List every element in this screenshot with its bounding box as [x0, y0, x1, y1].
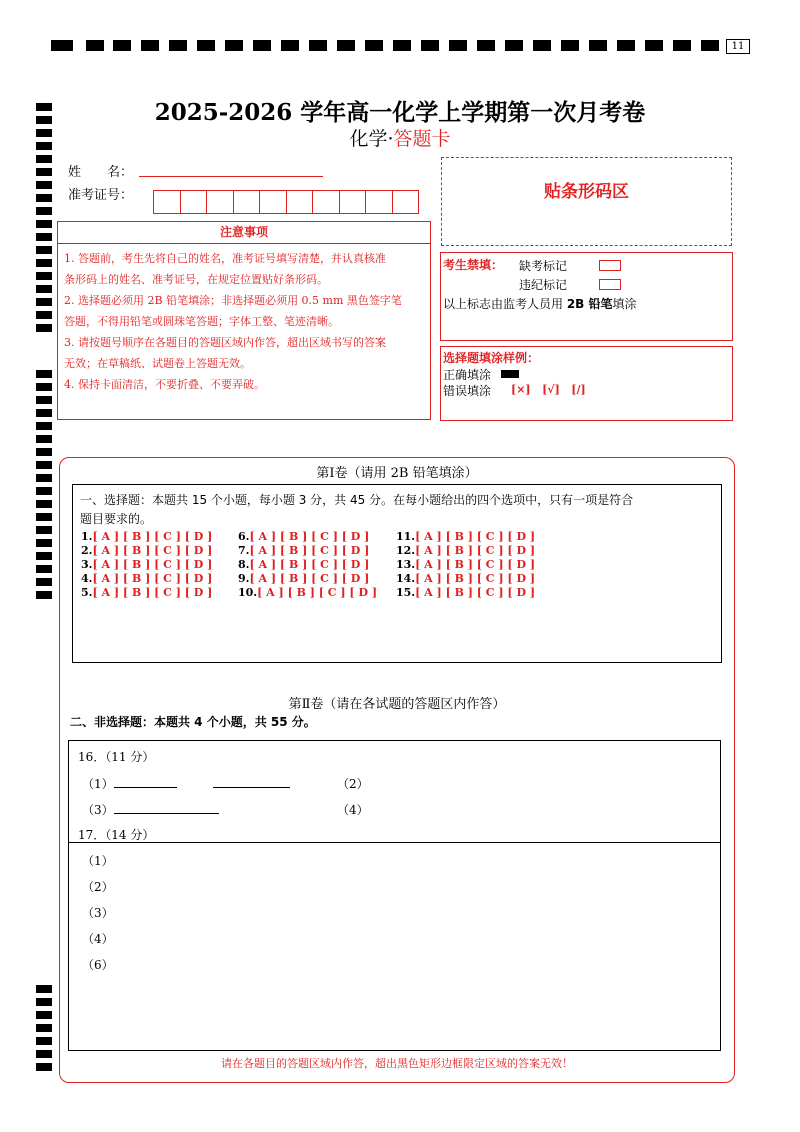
name-label: 姓 名： [68, 165, 134, 180]
notice-line: 2. 选择题必须用 2B 铅笔填涂；非选择题必须用 0.5 mm 黑色签字笔 [64, 294, 402, 307]
correct-fill-sample [501, 370, 519, 378]
notice-line: 答题，不得用铅笔或圆珠笔答题；字体工整、笔迹清晰。 [64, 315, 339, 328]
q16-blank-3[interactable] [114, 813, 219, 814]
page-subtitle [100, 124, 700, 151]
q17-part-4: （4） [82, 932, 114, 946]
mcq-question[interactable]: 3.[ A ] [ B ] [ C ] [ D ] [81, 558, 213, 571]
forbidden-title: 考生禁填： [443, 258, 504, 272]
mcq-question[interactable]: 10.[ A ] [ B ] [ C ] [ D ] [238, 586, 378, 599]
mcq-description: 一、选择题：本题共 15 个小题，每小题 3 分，共 45 分。在每小题给出的四个选项中，只有一项是符合 题目要求的。 [80, 493, 634, 526]
mcq-question[interactable]: 8.[ A ] [ B ] [ C ] [ D ] [238, 558, 370, 571]
notice-line: 4. 保持卡面清洁，不要折叠、不要弄破。 [64, 378, 265, 391]
q17-part-2: （2） [82, 880, 114, 894]
mcq-question[interactable]: 14.[ A ] [ B ] [ C ] [ D ] [396, 572, 536, 585]
notice-line: 无效；在草稿纸、试题卷上答题无效。 [64, 357, 251, 370]
notice-title: 注意事项 [58, 222, 430, 244]
absent-mark-box[interactable] [599, 260, 621, 271]
wrong-fill-label: 错误填涂 [443, 384, 492, 398]
section2-description: 二、非选择题：本题共 4 个小题，共 55 分。 [70, 715, 316, 729]
notice-line: 条形码上的姓名、准考证号，在规定位置贴好条形码。 [64, 273, 328, 286]
absent-mark-label: 缺考标记 [519, 259, 568, 273]
q17-part-1: （1） [82, 854, 114, 868]
mcq-question[interactable]: 2.[ A ] [ B ] [ C ] [ D ] [81, 544, 213, 557]
mcq-column-2 [238, 530, 377, 600]
mcq-question[interactable]: 1.[ A ] [ B ] [ C ] [ D ] [81, 530, 213, 543]
page-title: 2025-2026 学年高一化学上学期第一次月考卷 [154, 99, 646, 126]
mcq-question[interactable]: 4.[ A ] [ B ] [ C ] [ D ] [81, 572, 213, 585]
section1-header: 第Ⅰ卷（请用 2B 铅笔填涂） [316, 466, 478, 481]
notice-line: 3. 请按题号顺序在各题目的答题区域内作答，超出区域书写的答案 [64, 336, 386, 349]
mcq-question[interactable]: 11.[ A ] [ B ] [ C ] [ D ] [396, 530, 536, 543]
q16-part-2: （2） [337, 777, 369, 791]
notice-line: 1. 答题前，考生先将自己的姓名，准考证号填写清楚，并认真核准 [64, 252, 386, 265]
page-number: 11 [726, 39, 750, 54]
subtitle-subject: 化学· [349, 128, 394, 150]
wrong-fill-marks: [×] [√] [/] [511, 383, 586, 396]
mcq-question[interactable]: 15.[ A ] [ B ] [ C ] [ D ] [396, 586, 536, 599]
correct-fill-label: 正确填涂 [443, 368, 492, 382]
q16-blank-1b[interactable] [213, 787, 290, 788]
q16-part-3: （3） [82, 803, 114, 817]
q16-part-1: （1） [82, 777, 114, 791]
q17-title: 17．（14 分） [78, 828, 155, 842]
examiner-marks-box [440, 252, 733, 341]
section2-header: 第Ⅱ卷（请在各试题的答题区内作答） [288, 697, 506, 712]
violation-mark-label: 违纪标记 [519, 278, 568, 292]
sample-title: 选择题填涂样例： [443, 351, 540, 365]
mcq-column-1 [81, 530, 212, 600]
mcq-question[interactable]: 6.[ A ] [ B ] [ C ] [ D ] [238, 530, 370, 543]
q16-title: 16．（11 分） [78, 750, 155, 764]
name-field[interactable] [139, 176, 323, 177]
q17-box [68, 842, 721, 1051]
mcq-question[interactable]: 5.[ A ] [ B ] [ C ] [ D ] [81, 586, 213, 599]
mcq-question[interactable]: 7.[ A ] [ B ] [ C ] [ D ] [238, 544, 370, 557]
exam-id-label: 准考证号： [68, 188, 134, 203]
q16-box [68, 740, 721, 843]
q16-part-4: （4） [337, 803, 369, 817]
notice-box [57, 221, 431, 420]
mcq-question[interactable]: 12.[ A ] [ B ] [ C ] [ D ] [396, 544, 536, 557]
forbidden-note: 以上标志由监考人员用 2B 铅笔填涂 [443, 297, 637, 311]
fill-sample-box [440, 346, 733, 421]
q16-blank-1a[interactable] [114, 787, 177, 788]
footer-warning: 请在各题目的答题区域内作答，超出黑色矩形边框限定区域的答案无效！ [221, 1057, 573, 1070]
mcq-question[interactable]: 13.[ A ] [ B ] [ C ] [ D ] [396, 558, 536, 571]
q17-part-3: （3） [82, 906, 114, 920]
barcode-label: 贴条形码区 [544, 182, 629, 202]
mcq-question[interactable]: 9.[ A ] [ B ] [ C ] [ D ] [238, 572, 370, 585]
mcq-column-3 [396, 530, 535, 600]
barcode-area [441, 157, 732, 246]
violation-mark-box[interactable] [599, 279, 621, 290]
exam-id-boxes[interactable] [153, 190, 419, 214]
q17-part-6: （6） [82, 958, 114, 972]
subtitle-answer-card: 答题卡 [393, 128, 451, 150]
